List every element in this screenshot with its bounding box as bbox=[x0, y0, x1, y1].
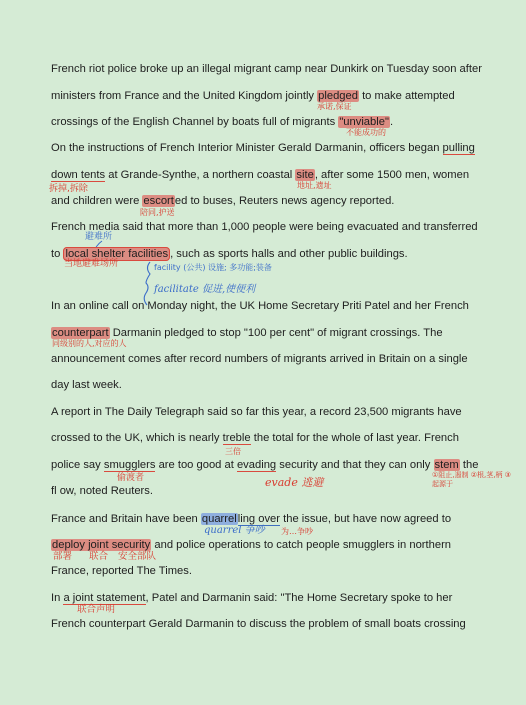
text-segment: the bbox=[459, 459, 479, 471]
text-line-10 bbox=[51, 326, 443, 340]
text-line-5 bbox=[51, 168, 469, 182]
text-segment: , Patel and Darmanin said: "The Home Secretary spoke to her bbox=[145, 592, 453, 604]
note-pledged: 承诺,保证 bbox=[317, 102, 352, 111]
note-smugglers: 偷渡者 bbox=[117, 473, 145, 483]
highlight-stem: stem bbox=[434, 459, 459, 471]
note-shelter: 避难所 bbox=[85, 232, 113, 242]
text-segment: crossings of the English Channel by boats full of migrants bbox=[51, 116, 339, 128]
text-line-17 bbox=[51, 512, 451, 526]
text-line-20 bbox=[51, 591, 452, 605]
highlight-deploy-joint-security: deploy joint security bbox=[52, 539, 151, 551]
text-segment: , such as sports halls and other public buildings. bbox=[170, 248, 408, 260]
text-line-18 bbox=[51, 538, 451, 552]
text-line-14 bbox=[51, 431, 459, 445]
note-facilitate: facilitate 促进,使便利 bbox=[154, 284, 256, 295]
note-quarrel-over: 为…争吵 bbox=[281, 527, 313, 536]
text-segment: to make attempted bbox=[358, 90, 455, 102]
text-line-16: fl ow, noted Reuters. bbox=[51, 485, 153, 497]
note-counterpart: 同级别的人,对应的人 bbox=[52, 339, 127, 348]
text-segment: to bbox=[51, 248, 64, 260]
text-line-2 bbox=[51, 89, 455, 103]
text-segment: Darmanin pledged to stop "100 per cent" of migrant crossings. The bbox=[109, 327, 443, 339]
text-segment: security and that they can only bbox=[276, 459, 434, 471]
underline-pulling: pulling bbox=[442, 142, 475, 154]
text-line-13: A report in The Daily Telegraph said so far this year, a record 23,500 migrants have bbox=[51, 406, 462, 418]
text-segment: , after some 1500 men, women bbox=[314, 169, 470, 181]
text-segment: crossed to the UK, which is nearly bbox=[51, 432, 223, 444]
text-segment: and children were bbox=[51, 195, 143, 207]
text-line-7: French media said that more than 1,000 people were being evacuated and transferred bbox=[51, 221, 478, 233]
text-segment: at Grande-Synthe, a northern coastal bbox=[105, 169, 296, 181]
highlight-quarrel: quarrel bbox=[201, 513, 237, 525]
text-line-6 bbox=[51, 194, 394, 208]
text-segment: In bbox=[51, 592, 64, 604]
underline-quarrelling-over: ling over bbox=[237, 513, 281, 525]
note-local-shelter: 当地避难场所 bbox=[64, 259, 119, 269]
underline-smugglers: smugglers bbox=[103, 459, 156, 471]
note-quarrel: quarrel 争吵 bbox=[204, 525, 265, 536]
text-segment: are too good at bbox=[155, 459, 237, 471]
text-line-11: announcement comes after record numbers of migrants arrived in Britain on a single bbox=[51, 353, 468, 365]
highlight-local-shelter-facilities: local shelter facilities bbox=[65, 248, 169, 260]
note-unviable: 不能成功的 bbox=[346, 128, 386, 137]
note-evade: evade 逃避 bbox=[265, 476, 324, 489]
highlight-site: site bbox=[296, 169, 314, 181]
highlight-escort: escort bbox=[143, 195, 174, 207]
underline-treble: treble bbox=[222, 432, 251, 444]
text-line-21: French counterpart Gerald Darmanin to discuss the problem of small boats crossing bbox=[51, 618, 466, 630]
note-site: 地址,遗址 bbox=[297, 181, 332, 190]
text-segment: ministers from France and the United Kingdom jointly bbox=[51, 90, 318, 102]
note-joint-statement: 联合声明 bbox=[77, 604, 116, 615]
text-segment: the issue, but have now agreed to bbox=[280, 513, 452, 525]
text-line-19: France, reported The Times. bbox=[51, 565, 192, 577]
underline-down-tents: down tents bbox=[51, 169, 106, 181]
text-segment: . bbox=[389, 116, 394, 128]
underline-joint-statement: a joint statement bbox=[63, 592, 146, 604]
text-line-15 bbox=[51, 458, 478, 472]
highlight-pledged: pledged bbox=[318, 90, 358, 102]
note-escort: 陪同,护送 bbox=[140, 208, 175, 217]
note-security: 安全部队 bbox=[118, 551, 157, 562]
text-line-1: French riot police broke up an illegal migrant camp near Dunkirk on Tuesday soon after bbox=[51, 63, 482, 75]
text-segment: and police operations to catch people smugglers in northern bbox=[151, 539, 452, 551]
note-joint: 联合 bbox=[89, 551, 109, 562]
text-line-12: day last week. bbox=[51, 379, 122, 391]
underline-evading: evading bbox=[236, 459, 277, 471]
text-line-4 bbox=[51, 141, 475, 155]
note-facility: facility (公共) 设施; 多功能;装备 bbox=[154, 263, 272, 272]
text-segment: police say bbox=[51, 459, 104, 471]
note-treble: 三倍 bbox=[225, 447, 241, 456]
text-segment: France and Britain have been bbox=[51, 513, 201, 525]
highlight-unviable: "unviable" bbox=[339, 116, 389, 128]
note-deploy: 部署 bbox=[53, 551, 73, 562]
note-pulling-down: 拆掉,拆除 bbox=[49, 184, 88, 194]
note-stem: ①阻止,遏制 ②根,茎,柄 ③起源于 bbox=[432, 471, 511, 488]
highlight-counterpart: counterpart bbox=[52, 327, 109, 339]
text-segment: On the instructions of French Interior Minister Gerald Darmanin, officers began bbox=[51, 142, 443, 154]
text-segment: the total for the whole of last year. French bbox=[250, 432, 459, 444]
text-line-3 bbox=[51, 115, 393, 129]
text-segment: ed to buses, Reuters news agency reported. bbox=[174, 195, 395, 207]
text-line-9: In an online call on Monday night, the UK Home Secretary Priti Patel and her French bbox=[51, 300, 469, 312]
